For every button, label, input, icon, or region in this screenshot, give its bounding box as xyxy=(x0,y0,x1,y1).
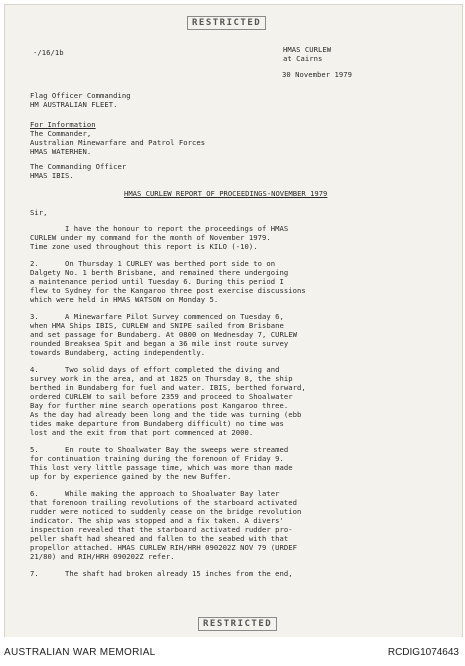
para4-line: 4. Two solid days of effort completed the diving and xyxy=(30,365,280,374)
para1-line: Time zone used throughout this report is KILO (-10). xyxy=(30,242,258,251)
para2-line: which were held in HMAS WATSON on Monday 5. xyxy=(30,295,219,304)
para3-line: 3. A Minewarfare Pilot Survey commenced on Tuesday 6, xyxy=(30,312,284,321)
info-addressee-line: HMAS WATERHEN. xyxy=(30,147,92,156)
classification-stamp-top: RESTRICTED xyxy=(187,16,266,30)
archive-footer xyxy=(0,637,465,666)
file-reference: -/16/1b xyxy=(33,48,64,57)
para3-line: towards Bundaberg, acting independently. xyxy=(30,348,206,357)
para3-line: rounded Breaksea Spit and began a 36 mile inst route survey xyxy=(30,339,289,348)
origin-location: at Cairns xyxy=(283,54,323,63)
para5-line: 5. En route to Shoalwater Bay the sweeps were streamed xyxy=(30,445,289,454)
for-information-label: For Information xyxy=(30,120,96,129)
para4-line: ordered CURLEW to sail before 2359 and proceed to Shoalwater xyxy=(30,392,293,401)
para2-line: 2. On Thursday 1 CURLEY was berthed port side to on xyxy=(30,259,276,268)
para5-line: for continuation training during the forenoon of Friday 9. xyxy=(30,454,284,463)
salutation: Sir, xyxy=(30,208,48,217)
para6-line: propellor attached. HMAS CURLEW RIH/HRH 090202Z NOV 79 (URDEF xyxy=(30,543,298,552)
para5-line: up for by experience gained by the new Buffer. xyxy=(30,472,232,481)
classification-stamp-bottom: RESTRICTED xyxy=(198,617,277,631)
para3-line: when HMA Ships IBIS, CURLEW and SNIPE sailed from Brisbane xyxy=(30,321,284,330)
archive-name: AUSTRALIAN WAR MEMORIAL xyxy=(4,647,156,658)
para6-line: 6. While making the approach to Shoalwater Bay later xyxy=(30,489,280,498)
para1-line: I have the honour to report the proceedings of HMAS xyxy=(30,224,289,233)
document-date: 30 November 1979 xyxy=(282,70,353,79)
para4-line: survey work in the area, and at 1825 on Thursday 8, the ship xyxy=(30,374,293,383)
para1-line: CURLEW under my command for the month of November 1979. xyxy=(30,233,271,242)
para2-line: flew to Sydney for the Kangaroo three post exercise discussions xyxy=(30,286,306,295)
origin-ship: HMAS CURLEW xyxy=(283,45,332,54)
co-addressee-line: The Commanding Officer xyxy=(30,162,127,171)
record-id: RCDIG1074643 xyxy=(387,647,459,658)
para6-line: indicator. The ship was stopped and a fix taken. A divers' xyxy=(30,516,284,525)
para2-line: a maintenance period until Tuesday 6. During this period I xyxy=(30,277,284,286)
info-addressee-line: The Commander, xyxy=(30,129,92,138)
para4-line: As the day had already been long and the tide was turning (ebb xyxy=(30,410,302,419)
report-title: HMAS CURLEW REPORT OF PROCEEDINGS-NOVEMBER 1979 xyxy=(124,189,328,198)
document-page xyxy=(4,4,463,638)
co-addressee-line: HMAS IBIS. xyxy=(30,171,74,180)
para6-line: peller shaft had sheared and fallen to the seabed with that xyxy=(30,534,289,543)
para4-line: lost and the exit from that port commenced at 2000. xyxy=(30,428,254,437)
para4-line: tides make departure from Bundaberg difficult) no time was xyxy=(30,419,284,428)
info-addressee-line: Australian Minewarfare and Patrol Forces xyxy=(30,138,206,147)
addressee-line: HM AUSTRALIAN FLEET. xyxy=(30,100,118,109)
addressee-line: Flag Officer Commanding xyxy=(30,91,131,100)
para2-line: Dalgety No. 1 berth Brisbane, and remained there undergoing xyxy=(30,268,289,277)
para4-line: Bay for further mine search operations post Kangaroo three. xyxy=(30,401,289,410)
para4-line: berthed in Bundaberg for fuel and water. IBIS, berthed forward, xyxy=(30,383,306,392)
para6-line: inspection revealed that the starboard activated rudder pro- xyxy=(30,525,293,534)
para6-line: rudder were noticed to suddenly cease on the bridge revolution xyxy=(30,507,302,516)
para6-line: that forenoon trailing revolutions of the starboard activated xyxy=(30,498,298,507)
para6-line: 21/80) and RIH/HRH 090202Z refer. xyxy=(30,552,175,561)
para7-line: 7. The shaft had broken already 15 inches from the end, xyxy=(30,569,293,578)
para5-line: This lost very little passage time, which was more than made xyxy=(30,463,293,472)
para3-line: and set passage for Bundaberg. At 0800 on Wednesday 7, CURLEW xyxy=(30,330,298,339)
